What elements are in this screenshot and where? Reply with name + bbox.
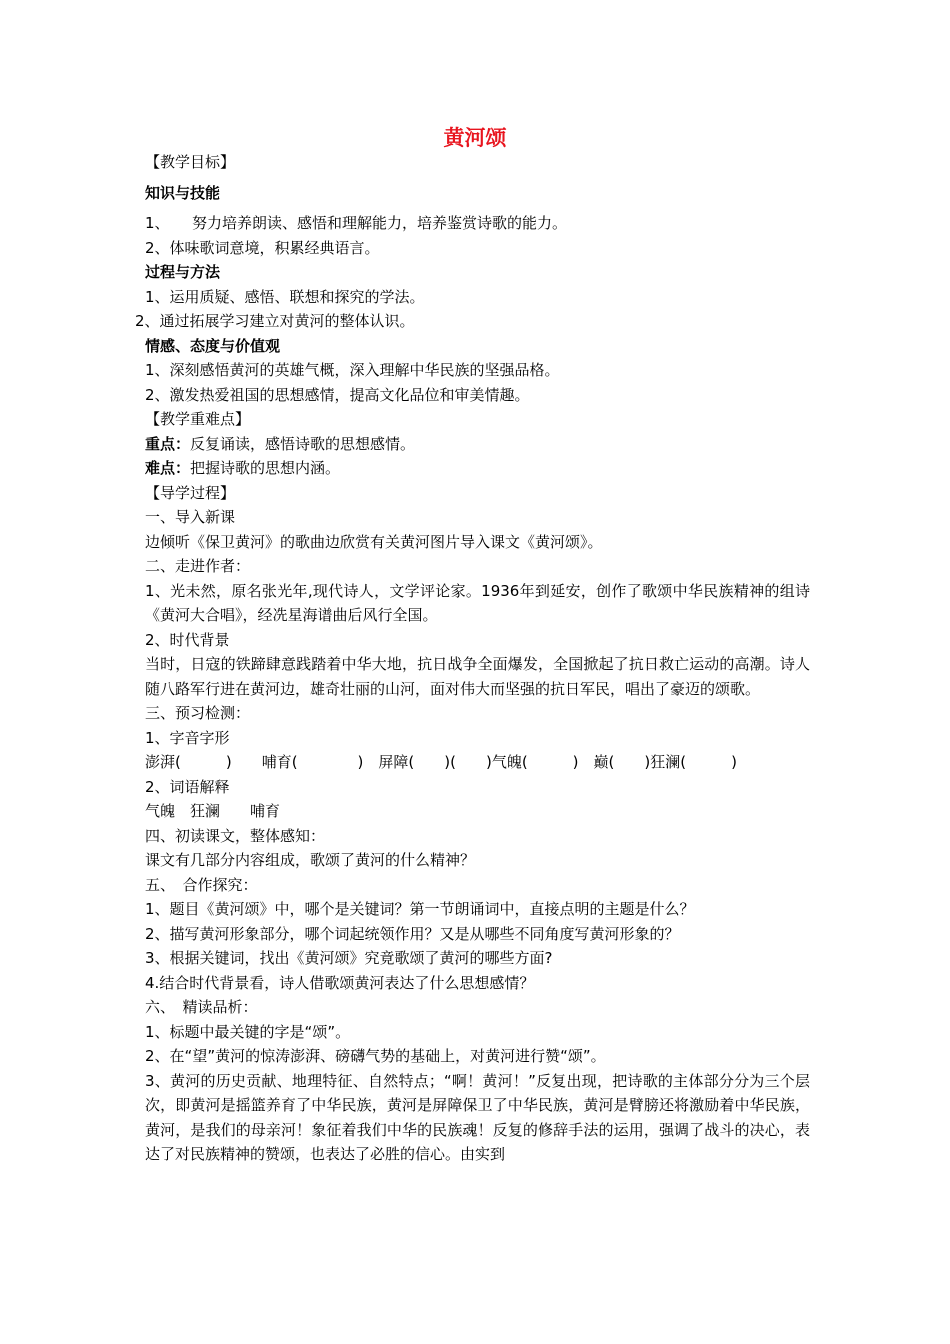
part2-text: 1、光未然，原名张光年,现代诗人，文学评论家。1936年到延安，创作了歌颂中华民族精神的组诗《黄河大合唱》，经冼星海谱曲后风行全国。 bbox=[145, 581, 810, 624]
page-title: 黄河颂 bbox=[443, 126, 507, 150]
part1-text: 边倾听《保卫黄河》的歌曲边欣赏有关黄河图片导入课文《黄河颂》。 bbox=[145, 532, 603, 551]
part2-background: 当时，日寇的铁蹄肆意践踏着中华大地，抗日战争全面爆发，全国掀起了抗日救亡运动的高潮。诗人随八路军行进在黄河边，雄奇壮丽的山河，面对伟大而坚强的抗日军民，唱出了豪迈的颂歌。 bbox=[145, 655, 810, 698]
part5-item: 4.结合时代背景看，诗人借歌颂黄河表达了什么思想感情？ bbox=[145, 973, 535, 992]
emotion-item: 1、深刻感悟黄河的英雄气概，深入理解中华民族的坚强品格。 bbox=[145, 361, 560, 379]
part5-item: 2、描写黄河形象部分，哪个词起统领作用？又是从哪些不同角度写黄河形象的？ bbox=[145, 924, 680, 943]
document-body bbox=[135, 150, 810, 1167]
key-heading: 【教学重难点】 bbox=[145, 410, 251, 428]
knowledge-item: 1、 努力培养朗读、感悟和理解能力，培养鉴赏诗歌的能力。 bbox=[145, 214, 568, 232]
process-item: 2、通过拓展学习建立对黄河的整体认识。 bbox=[135, 312, 415, 330]
difficult-label: 难点： bbox=[145, 459, 191, 477]
part2-heading: 二、走进作者： bbox=[145, 557, 251, 575]
part6-item: 1、标题中最关键的字是“颂”。 bbox=[145, 1022, 351, 1041]
key-point-text: 反复诵读，感悟诗歌的思想感情。 bbox=[190, 434, 416, 453]
difficult-point bbox=[145, 456, 810, 481]
emotion-heading: 情感、态度与价值观 bbox=[145, 336, 281, 355]
part6-heading: 六、 精读品析： bbox=[145, 998, 258, 1016]
difficult-text: 把握诗歌的思想内涵。 bbox=[190, 459, 341, 477]
part5-item: 1、题目《黄河颂》中，哪个是关键词？第一节朗诵词中，直接点明的主题是什么？ bbox=[145, 900, 695, 918]
part3-words: 气魄 狂澜 哺育 bbox=[145, 802, 281, 820]
part4-heading: 四、初读课文，整体感知： bbox=[145, 826, 326, 845]
guide-heading: 【导学过程】 bbox=[145, 483, 236, 502]
part3-fill-blanks: 澎湃( ) 哺育( ) 屏障( )( )气魄( ) 巅( )狂澜( ) bbox=[145, 753, 737, 771]
process-heading: 过程与方法 bbox=[145, 263, 221, 281]
part3-sub1: 1、字音字形 bbox=[145, 728, 230, 747]
process-item: 1、运用质疑、感悟、联想和探究的学法。 bbox=[145, 287, 425, 306]
knowledge-item: 2、体味歌词意境，积累经典语言。 bbox=[145, 238, 380, 257]
part5-heading: 五、 合作探究： bbox=[145, 875, 258, 894]
part2-sub: 2、时代背景 bbox=[145, 630, 230, 649]
key-point-label: 重点： bbox=[145, 434, 191, 453]
emotion-item: 2、激发热爱祖国的思想感情，提高文化品位和审美情趣。 bbox=[145, 385, 530, 404]
key-point bbox=[145, 432, 810, 457]
part5-item: 3、根据关键词，找出《黄河颂》究竟歌颂了黄河的哪些方面? bbox=[145, 949, 553, 967]
part6-item: 2、在“望”黄河的惊涛澎湃、磅礴气势的基础上，对黄河进行赞“颂”。 bbox=[145, 1047, 606, 1065]
knowledge-heading: 知识与技能 bbox=[145, 183, 221, 202]
part6-item: 3、黄河的历史贡献、地理特征、自然特点；“啊！黄河！”反复出现，把诗歌的主体部分分为三个层次，即黄河是摇篮养育了中华民族，黄河是屏障保卫了中华民族，黄河是臂膀还将激励着中华民族，黄河，是我们的母亲河！象征着我们中华的民族魂！反复的修辞手法的运用，强调了战斗的决心，表达了对民族精神的赞颂，也表达了必胜的信心。由实到 bbox=[145, 1071, 810, 1163]
part1-heading: 一、导入新课 bbox=[145, 508, 236, 526]
part3-heading: 三、预习检测： bbox=[145, 704, 251, 722]
objectives-heading: 【教学目标】 bbox=[145, 153, 236, 171]
part4-text: 课文有几部分内容组成，歌颂了黄河的什么精神？ bbox=[145, 851, 476, 869]
part3-sub2: 2、词语解释 bbox=[145, 777, 230, 796]
